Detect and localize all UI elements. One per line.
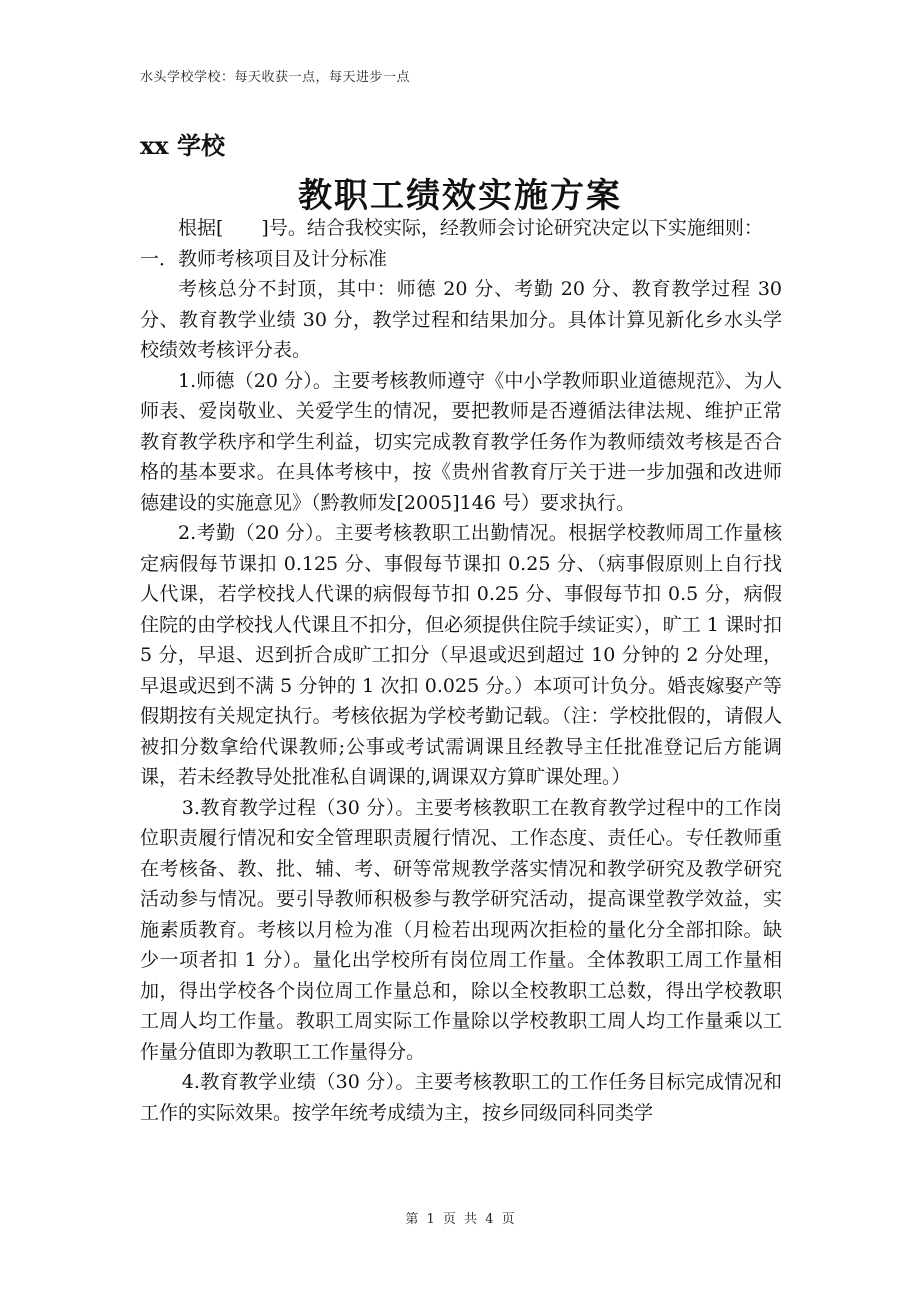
- header-note: 水头学校学校：每天收获一点，每天进步一点: [140, 70, 411, 85]
- school-name: xx 学校: [140, 131, 225, 160]
- document-body: [140, 213, 782, 1128]
- paragraph-ethics: 1.师德（20 分）。主要考核教师遵守《中小学教师职业道德规范》、为人师表、爱岗敬业、关爱学生的情况，要把教师是否遵循法律法规、维护正常教育教学秩序和学生利益，切实完成教育教学任务作为教师绩效考核是否合格的基本要求。在具体考核中，按《贵州省教育厅关于进一步加强和改进师德建设的实施意见》（黔教师发[2005]146 号）要求执行。: [140, 369, 782, 514]
- intro-paragraph: 根据[ ]号。结合我校实际，经教师会讨论研究决定以下实施细则：: [178, 217, 763, 239]
- document-title: 教职工绩效实施方案: [298, 176, 622, 216]
- section-heading: 一．教师考核项目及计分标准: [140, 247, 388, 270]
- paragraph-teaching-results: 4.教育教学业绩（30 分）。主要考核教职工的工作任务目标完成情况和工作的实际效果。按学年统考成绩为主，按乡同级同科同类学: [140, 1071, 782, 1124]
- paragraph-teaching-process: 3.教育教学过程（30 分）。主要考核教职工在教育教学过程中的工作岗位职责履行情况和安全管理职责履行情况、工作态度、责任心。专任教师重在考核备、教、批、辅、考、研等常规教学落实情况和教学研究及教学研究活动参与情况。要引导教师积极参与教学研究活动，提高课堂教学效益，实施素质教育。考核以月检为准（月检若出现两次拒检的量化分全部扣除。缺少一项者扣 1 分）。量化出学校所有岗位周工作量。全体教职工周工作量相加，得出学校各个岗位周工作量总和，除以全校教职工总数，得出学校教职工周人均工作量。教职工周实际工作量除以学校教职工周人均工作量乘以工作量分值即为教职工工作量得分。: [140, 796, 782, 1063]
- page-footer: 第 1 页 共 4 页: [405, 1212, 515, 1227]
- paragraph-total-score: 考核总分不封顶，其中：师德 20 分、考勤 20 分、教育教学过程 30 分、教育教学业绩 30 分，教学过程和结果加分。具体计算见新化乡水头学校绩效考核评分表。: [140, 278, 782, 361]
- paragraph-attendance: 2.考勤（20 分）。主要考核教职工出勤情况。根据学校教师周工作量核定病假每节课扣 0.125 分、事假每节课扣 0.25 分、（病事假原则上自行找人代课，若学校找人代课的病假每节扣 0.25 分、事假每节扣 0.5 分，病假住院的由学校找人代课且不扣分，但必须提供住院手续证实），旷工 1 课时扣 5 分，早退、迟到折合成旷工扣分（早退或迟到超过 10 分钟的 2 分处理，早退或迟到不满 5 分钟的 1 次扣 0.025 分。）本项可计负分。婚丧嫁娶产等假期按有关规定执行。考核依据为学校考勤记载。（注：学校批假的，请假人被扣分数拿给代课教师;公事或考试需调课且经教导主任批准登记后方能调课，若未经教导处批准私自调课的,调课双方算旷课处理。）: [140, 522, 782, 788]
